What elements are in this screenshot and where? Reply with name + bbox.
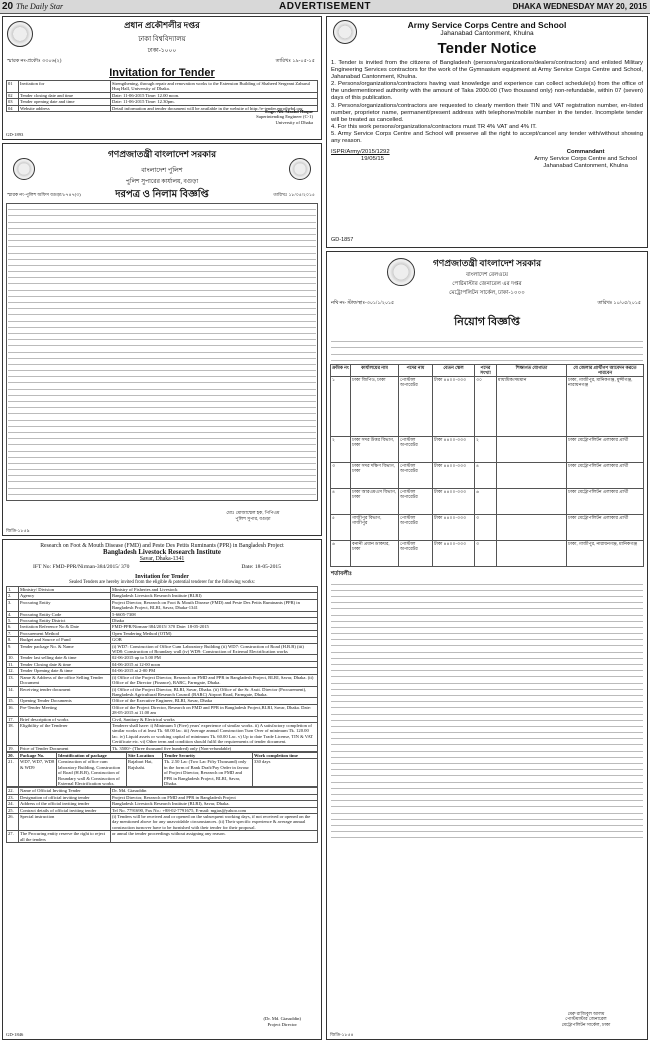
fmd-institute: Bangladesh Livestock Research Institute [103,549,221,556]
cell-edu [497,462,567,488]
package-cell: Construction of office cum laboratory Building, Construction of Road (H.B.B), Construction of Boundary wall & Construction of External Electrification works. [57,759,127,787]
row-number: 1. [7,587,19,593]
cell-edu [497,488,567,514]
recruitment-ad [326,251,648,1040]
page-header [0,0,650,14]
row-label: Procuring Entity [19,599,111,611]
fmd-signer: (Dr. Md. Giasuddin) [263,1016,301,1022]
army-place: Jahanabad Cantonment, Khulna [440,30,534,37]
table-row [7,81,318,93]
army-logo-icon [333,20,357,44]
cell-edu [497,514,567,540]
row-label: Opening Tender Documents [19,698,111,704]
row-number: 9. [7,643,19,655]
cell-no: ৩ [331,462,351,488]
army-para-4: 4. For this work persons/organizations/contractors must TR 4% VAT and 4% IT. [331,123,537,130]
row-label: Eligibility of the Tenderer [19,722,111,745]
row-value: Dhaka [111,618,318,624]
cell-no: ১ [331,376,351,436]
fmd-contact-table [6,787,318,843]
cell-office: ঢাকা সদর দক্ষিণ বিভাগ, ঢাকা [351,462,399,488]
row-label: Tender Closing date & time [19,661,111,667]
recruit-memo: নথি নং- স্টাফ/স্থাঃ-৩০১/১/২০১৫ [331,301,395,306]
cell-office: বনানী প্রধান ডাকঘর, ঢাকা [351,540,399,566]
cell-count: ৩০ [475,376,497,436]
du-city: ঢাকা-১০০০ [147,48,177,54]
cell-count: ৬ [475,488,497,514]
column-header: Package No. [19,752,57,758]
police-signer-title: পুলিশ সুপার, বগুড়া [235,515,271,521]
column-header: বেতন স্কেল [433,365,475,377]
row-value: or annul the tender proceedings without assigning any reason. [111,831,318,843]
row-label: Ministry/ Division [19,587,111,593]
row-label: Name of Official Inviting Tender [19,788,111,794]
row-label: Website address [19,105,111,111]
row-number: 03 [7,99,19,105]
row-number: 26. [7,814,19,831]
cell-dist: ঢাকা, গাজীপুর, মানিকগঞ্জ, মুন্সীগঞ্জ, নারায়নগঞ্জ [567,376,644,436]
row-label: Receiving tender document [19,686,111,698]
fmd-signer-title: Project Director [267,1021,297,1027]
cell-edu [497,540,567,566]
cell-no: ২ [331,436,351,462]
table-row [7,643,318,655]
cell-count: ২ [475,436,497,462]
fine-print-line [331,832,643,838]
column-header: Identification of package [57,752,127,758]
recruit-dept: বাংলাদেশ রেলওয়ে [465,272,508,278]
row-value: 5-6605-7308 [111,611,318,617]
row-label: Agency [19,593,111,599]
police-gov: গণপ্রজাতন্ত্রী বাংলাদেশ সরকার [107,149,217,159]
row-label: Invitation Reference No & Date [19,624,111,630]
row-value: Tenderer shall have: i) Minimum 5 (Five) years' experience of similar works. ii) A satisfactory completion of similar works of at least Tk. 60.00 lac. iii) Average annual Construction Turn Over of minimum Tk. 120.00 lac. iv) Liquid assets or working capital of minimum Tk. 60.00 Lac. v) Up to date Trade License, TIN & VAT Certificate etc. vi) Other term and condition should fulfil the requirements of tender document. [111,722,318,745]
table-row [7,759,318,787]
cell-post: পোস্টাল অপারেটর [399,488,433,514]
police-gd: জিডি-১৮৫৯ [6,527,30,533]
cell-post: পোস্টাল অপারেটর [399,376,433,436]
row-number: 01 [7,81,19,93]
row-number: 11. [7,661,19,667]
row-number: 23. [7,794,19,800]
recruit-title: নিয়োগ বিজ্ঞপ্তি [454,316,520,328]
cell-dist: ঢাকা মেট্রোপলিটন এলাকার প্রার্থী [567,436,644,462]
cell-scale: টাকা ৪৪০০-৩৩৩ [433,488,475,514]
table-row [7,704,318,716]
row-label: Designation of official inviting tender [19,794,111,800]
row-number: 16. [7,704,19,716]
cell-edu [497,436,567,462]
row-value: 04-06-2015 at 2-00 PM [111,668,318,674]
govt-seal-icon [387,258,415,286]
recruit-signer-org: মেট্রোপলিটন সার্কেল, ঢাকা [561,1021,611,1027]
row-label: The Procuring entity reserve the right to reject all the tenders [19,831,111,843]
table-row [7,674,318,686]
row-value: (i) WD7: Construction of Office Cum Laboratory Building (ii) WD7: Construction of Road (H.B.B) (iii) WD8: Construction of Boundary wall (iv) WD9: Construction of External Electrification works [111,643,318,655]
du-date: তারিখঃ ১৯-০৫-১৫ [275,59,315,64]
army-para-5: 5. Army Service Corps Centre and School will preserve all the right to accept/cancel any tender with/without showing any reason. [331,130,643,145]
du-signer-org: University of Dhaka [275,119,313,125]
cell-office: ঢাকা আরএমএস বিভাগ, ঢাকা [351,488,399,514]
section-title: ADVERTISEMENT [278,1,372,12]
cell-post: পোস্টাল অপারেটর [399,540,433,566]
table-row [331,540,644,566]
row-value: (i) Tenders will be received and or opened on the subsequent working days, if not received or opened on the day mentioned above for any unavoidable circumstances. (ii) Their specific experience & average annual construction turnover have to be furnished with their tender for their proposal. [111,814,318,831]
fine-print-line [8,495,316,501]
row-value: Dr. Md. Giasuddin [111,788,318,794]
column-header: ক্রমিক নং [331,365,351,377]
row-label: Price of Tender Document [19,745,111,751]
recruit-posts-table [330,364,644,567]
row-value: (i) Office of the Project Director, Research on FMD and PPR in Bangladesh Project, BLRI, Savar, Dhaka. (ii) Office of the Director (Finance), BARC, Farmgate, Dhaka. [111,674,318,686]
fmd-package-table [6,752,318,787]
row-value: GOB [111,637,318,643]
du-university: ঢাকা বিশ্ববিদ্যালয় [138,35,186,43]
row-number: 3. [7,599,19,611]
package-cell: Rajabari Hat, Rajshahi. [127,759,163,787]
table-row [7,814,318,831]
row-label: Tender package No. & Name [19,643,111,655]
row-number: 18. [7,722,19,745]
army-signer-org: Army Service Corps Centre and School [534,156,637,163]
package-cell: 21. [7,759,19,787]
row-value: Project Director, Research on FMD and PPR in Bangladesh Project [111,794,318,800]
du-memo: স্মারক নং-প্রকৌঃ ৩৩০৬(২) [7,59,62,64]
package-cell: Tk. 2.50 Lac (Two Lac Fifty Thousand) only in the form of Bank Draft/Pay Order in favour of Project Director, Research on FMD and PPR in Bangladesh Project, BLRI, Savar, Dhaka. [163,759,253,787]
govt-seal-icon [13,158,35,180]
army-para-1: 1. Tender is invited from the citizens of Bangladesh (persons/organizations/dealers/contractors) and enlisted Military Engineering Services contractors for the work of the Gymnasium equipment at Army Service Corps Centre and School, Jahanabad Cantonment, Khulna. [331,60,643,81]
column-header: যে জেলার প্রার্থীগণ আবেদন করতে পারবেন [567,365,644,377]
police-sub: পুলিশ সুপারের কার্যালয়, বগুড়া [125,179,199,185]
recruit-addr: মেট্রোপলিটন সার্কেল, ঢাকা-১০০০ [449,290,525,296]
cell-no: ৬ [331,540,351,566]
fmd-tender-table [6,586,318,752]
row-number: 15. [7,698,19,704]
cell-count: ৪ [475,462,497,488]
cell-office: ঢাকা সদর উত্তর বিভাগ, ঢাকা [351,436,399,462]
recruit-date: তারিখঃ ১০/০৫/২০১৫ [597,301,641,306]
fmd-gd: GD-1846 [6,1031,24,1037]
recruit-gov: গণপ্রজাতন্ত্রী বাংলাদেশ সরকার [432,258,542,268]
row-value: (i) Office of the Project Director, BLRI, Savar, Dhaka. (ii) Office of the Sr. Asstt. Director (Procurement), Bangladesh Agricultural Research Council (BARC) Airport Road, Farmgate, Dhaka. [111,686,318,698]
cell-post: পোস্টাল অপারেটর [399,514,433,540]
cell-edu: মাধ্যমিক/সমমান [497,376,567,436]
row-label: Contract details of official inviting tender [19,807,111,813]
cell-dist: ঢাকা মেট্রোপলিটন এলাকার প্রার্থী [567,514,644,540]
police-title: দরপত্র ও নিলাম বিজ্ঞপ্তি [115,189,209,200]
row-label: Address of the official inviting tender [19,801,111,807]
row-number: 04 [7,105,19,111]
row-label: Procuring Entity Code [19,611,111,617]
recruit-sub: পোষ্টমাস্টার জেনারেল এর দপ্তর [452,281,522,287]
police-tender-ad [2,143,322,536]
table-row [7,722,318,745]
police-logo-icon [289,158,311,180]
fmd-ifb-date: Date: 18-05-2015 [241,564,281,570]
column-header: Site Location [127,752,163,758]
row-number: 27. [7,831,19,843]
police-date: তারিখঃ ১৮/০৫/২০১৫ [273,192,315,197]
table-row [331,488,644,514]
row-value: Office of the Executive Engineer, BLRI, Savar, Dhaka [111,698,318,704]
row-label: Procuring Entity District [19,618,111,624]
row-value: Civil, Sanitary & Electrical works [111,716,318,722]
row-label: Tender Opening date & time [19,668,111,674]
du-signer: Engr. AK Afzalul Haque [265,109,313,114]
row-label: Budget and Source of Fund [19,637,111,643]
issue-date: DHAKA WEDNESDAY MAY 20, 2015 [512,2,647,11]
cell-post: পোস্টাল অপারেটর [399,436,433,462]
army-tender-ad [326,16,648,248]
row-number: 8. [7,637,19,643]
university-seal-icon [7,21,33,47]
cell-office: গাজীপুর বিভাগ, গাজীপুর [351,514,399,540]
column-header: কার্যালয়ের নাম [351,365,399,377]
cell-office: ঢাকা জিপিও, ঢাকা [351,376,399,436]
table-row [7,599,318,611]
table-row [7,686,318,698]
du-signer-title: Superintending Engineer (C-1) [256,114,313,120]
row-value: Date: 11-06-2015 Time: 12.00 noon. [111,92,318,98]
army-ref-date: 19/05/15 [361,156,384,163]
page-number: 20 [2,1,14,12]
police-memo: স্মারক নং-পুলিশ অফিস বগুড়া/৮৭৪৭(৩) [7,192,81,197]
row-number: 02 [7,92,19,98]
fmd-ifb: IFT No: FMD-PPR/Nirman-384/2015/ 370 [33,564,130,570]
table-row [331,514,644,540]
row-number: 19. [7,745,19,751]
row-value: Bangladesh Livestock Research Institute (BLRI), Savar, Dhaka. [111,801,318,807]
column-header: পদের নাম [399,365,433,377]
fmd-intro: Sealed Tenders are hereby invited from the eligible & potential tenderer for the following works: [69,580,255,585]
cell-scale: টাকা ৪৪০০-৩৩৩ [433,540,475,566]
recruit-intro [330,336,644,362]
row-label: Pre-Tender Meeting [19,704,111,716]
cell-dist: ঢাকা মেট্রোপলিটন এলাকার প্রার্থী [567,488,644,514]
column-header: Tender Security [163,752,253,758]
row-number: 14. [7,686,19,698]
army-para-2: 2. Persons/organizations/contractors having vast knowledge and experience can collect schedule(s) from the office of the undermentioned authority with the amount of Taka 2000.00 (Two thousand only) non-refundable, within 07 (seven) days of this publication. [331,81,643,102]
fmd-project: Research on Foot & Mouth Disease (FMD) and Peste Des Petits Ruminants (PPR) in Bangladesh Project [40,543,284,549]
row-value: Ministry of Fisheries and Livestock [111,587,318,593]
row-number: 10. [7,655,19,661]
cell-dist: ঢাকা, গাজীপুর, নারায়নগঞ্জ, মানিকগঞ্জ [567,540,644,566]
police-schedule-table [6,203,318,501]
row-number: 6. [7,624,19,630]
cell-no: ৫ [331,514,351,540]
row-number: 24. [7,801,19,807]
row-label: Special instruction [19,814,111,831]
row-value: Open Tendering Method (OTM) [111,630,318,636]
row-value: FMD-PPR/Nirman-384/2015/ 370 Date: 18-05-2015 [111,624,318,630]
row-value: Tel No. 7791690, Fax No.: +88-02-7791675, E-mail: mgias@yahoo.com [111,807,318,813]
row-number: 4. [7,611,19,617]
army-para-3: 3. Persons/organizations/contractors are requested to clearly mention their TIN and VAT registration number, en-listed number, proprietor name, permanent/present address with telephone/mobile number in the tender. Incomplete tender will be treated as cancelled. [331,102,643,123]
row-number: 25. [7,807,19,813]
row-label: Tender closing date and time [19,92,111,98]
police-signer: মোঃ মোজাম্মেল হক, পিপিএম [226,510,280,516]
du-tender-table [6,80,318,112]
cell-post: পোস্টাল অপারেটর [399,462,433,488]
column-header: 20. [7,752,19,758]
row-label: Tender opening date and time [19,99,111,105]
recruit-signer-title: পোস্টমাস্টার জেনারেল [565,1016,607,1022]
cell-scale: টাকা ৪৪০০-৩৩৩ [433,462,475,488]
row-number: 5. [7,618,19,624]
row-value: Office of the Project Director, Research on FMD and PPR in Bangladesh Project,BLRI, Savar, Dhaka. Date: 28-05-2015 at 11.00 am [111,704,318,716]
du-tender-ad [2,16,322,140]
row-label: Brief description of works [19,716,111,722]
column-header: পদের সংখ্যা [475,365,497,377]
recruit-conditions [330,578,644,838]
paper-name: The Daily Star [16,2,64,11]
column-header: Work completion time [253,752,318,758]
row-label: Name & Address of the office Selling Tender Document [19,674,111,686]
fmd-title: Invitation for Tender [135,574,189,580]
army-gd: GD-1857 [331,237,354,243]
du-title: Invitation for Tender [109,67,215,79]
cell-count: ৩ [475,540,497,566]
table-row [331,462,644,488]
row-label: Invitation for [19,81,111,93]
police-dept: বাংলাদেশ পুলিশ [141,167,183,174]
cell-dist: ঢাকা মেট্রোপলিটন এলাকার প্রার্থী [567,462,644,488]
du-gd: GD-1893 [6,131,24,137]
army-signer: Commandant [566,149,605,156]
row-number: 17. [7,716,19,722]
du-office: প্রধান প্রকৌশলীর দপ্তর [124,20,200,30]
fmd-place: Savar, Dhaka-1341 [139,556,185,562]
row-number: 22. [7,788,19,794]
package-cell: WD7, WD7, WD8 & WD9 [19,759,57,787]
table-row [7,831,318,843]
row-value: 04-06-2015 at 12-00 noon [111,661,318,667]
table-row [331,376,644,436]
row-number: 13. [7,674,19,686]
row-number: 7. [7,630,19,636]
table-row [7,745,318,751]
cell-count: ৩ [475,514,497,540]
row-value: Bangladesh Livestock Research Institute (BLRI) [111,593,318,599]
package-cell: 330 days [253,759,318,787]
row-value: Strengthening, through repair and renovation works to the Extension Building of Shaheed Sergeant Zahurul Huq Hall, University of Dhaka. [111,81,318,93]
row-value: 02-06-2015 up to 5.00 PM [111,655,318,661]
row-label: Procurement Method [19,630,111,636]
recruit-signer: মেরু রাজিবুল আলম [567,1010,605,1016]
row-number: 2. [7,593,19,599]
recruit-conditions-head: শর্তাবলীঃ [331,570,352,577]
cell-scale: টাকা ৪৪০০-৩৩৩ [433,436,475,462]
row-value: Detail information and tender document will be available in the website of http://e-tender.eprothebd.org [111,105,318,111]
army-ref: ISPR/Army/2015/1292 [331,149,390,156]
cell-no: ৪ [331,488,351,514]
table-row [331,436,644,462]
army-signer-place: Jahanabad Cantonment, Khulna [543,163,628,170]
army-title: Tender Notice [437,40,537,57]
recruit-gd: জিডি-১৮৫৪ [330,1031,354,1037]
row-value: Tk. 3500/- (Three thousand five hundred) only (Non-refundable) [111,745,318,751]
row-value: Date: 11-06-2015 Time: 12.30pm. [111,99,318,105]
row-number: 12. [7,668,19,674]
cell-scale: টাকা ৪৪০০-৩৩৩ [433,514,475,540]
row-value: Project Director, Research on Foot & Mouth Disease (FMD) and Peste Des Petits Ruminants (PPR) in Bangladesh Project, BLRI, Savar, Dhaka-1341 [111,599,318,611]
cell-scale: টাকা ৪৪০০-৩৩৩ [433,376,475,436]
row-label: Tender last selling date & time [19,655,111,661]
fmd-tender-ad [2,539,322,1040]
column-header: শিক্ষাগত যোগ্যতা [497,365,567,377]
army-org: Army Service Corps Centre and School [407,20,567,30]
